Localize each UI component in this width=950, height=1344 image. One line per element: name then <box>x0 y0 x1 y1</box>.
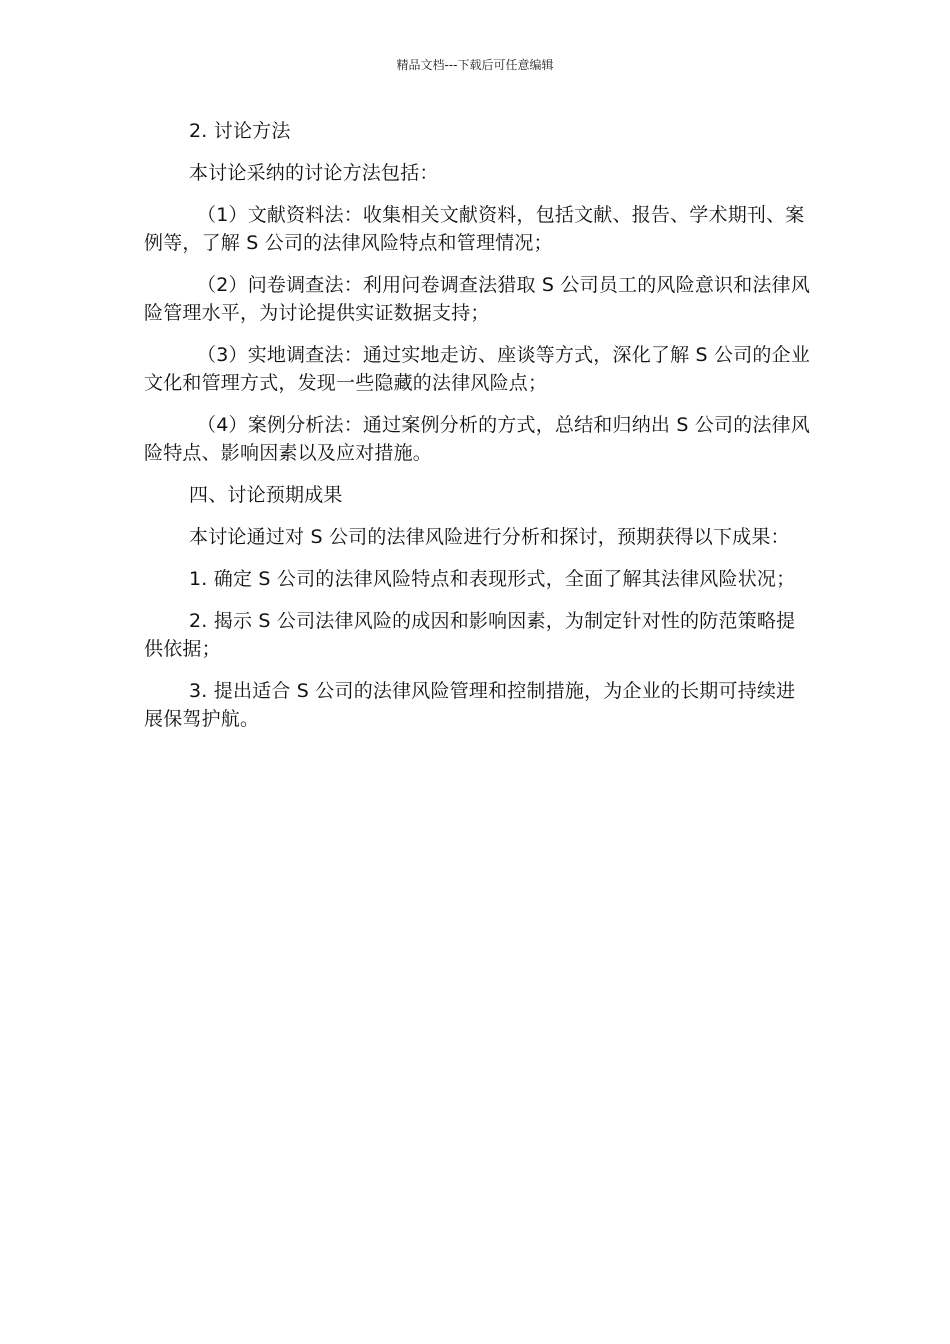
method-item-field-survey: （3）实地调查法：通过实地走访、座谈等方式，深化了解 S 公司的企业文化和管理方式，发现一些隐藏的法律风险点； <box>144 344 811 394</box>
methods-intro: 本讨论采纳的讨论方法包括： <box>189 162 439 184</box>
method-item-case-analysis: （4）案例分析法：通过案例分析的方式，总结和归纳出 S 公司的法律风险特点、影响因素以及应对措施。 <box>144 414 811 464</box>
section-heading-expected-results: 四、讨论预期成果 <box>189 484 343 506</box>
document-body <box>144 117 814 747</box>
expected-result-item-1: 1. 确定 S 公司的法律风险特点和表现形式，全面了解其法律风险状况； <box>189 568 796 590</box>
section-heading-methods: 2. 讨论方法 <box>189 120 291 142</box>
page-header: 精品文档---下载后可任意编辑 <box>396 58 554 72</box>
expected-results-intro: 本讨论通过对 S 公司的法律风险进行分析和探讨，预期获得以下成果： <box>189 526 790 548</box>
expected-result-item-3: 3. 提出适合 S 公司的法律风险管理和控制措施，为企业的长期可持续进展保驾护航。 <box>144 680 796 730</box>
expected-result-item-2: 2. 揭示 S 公司法律风险的成因和影响因素，为制定针对性的防范策略提供依据； <box>144 610 796 660</box>
method-item-literature: （1）文献资料法：收集相关文献资料，包括文献、报告、学术期刊、案例等，了解 S 公司的法律风险特点和管理情况； <box>144 204 805 254</box>
method-item-questionnaire: （2）问卷调查法：利用问卷调查法猎取 S 公司员工的风险意识和法律风险管理水平，为讨论提供实证数据支持； <box>144 274 811 324</box>
